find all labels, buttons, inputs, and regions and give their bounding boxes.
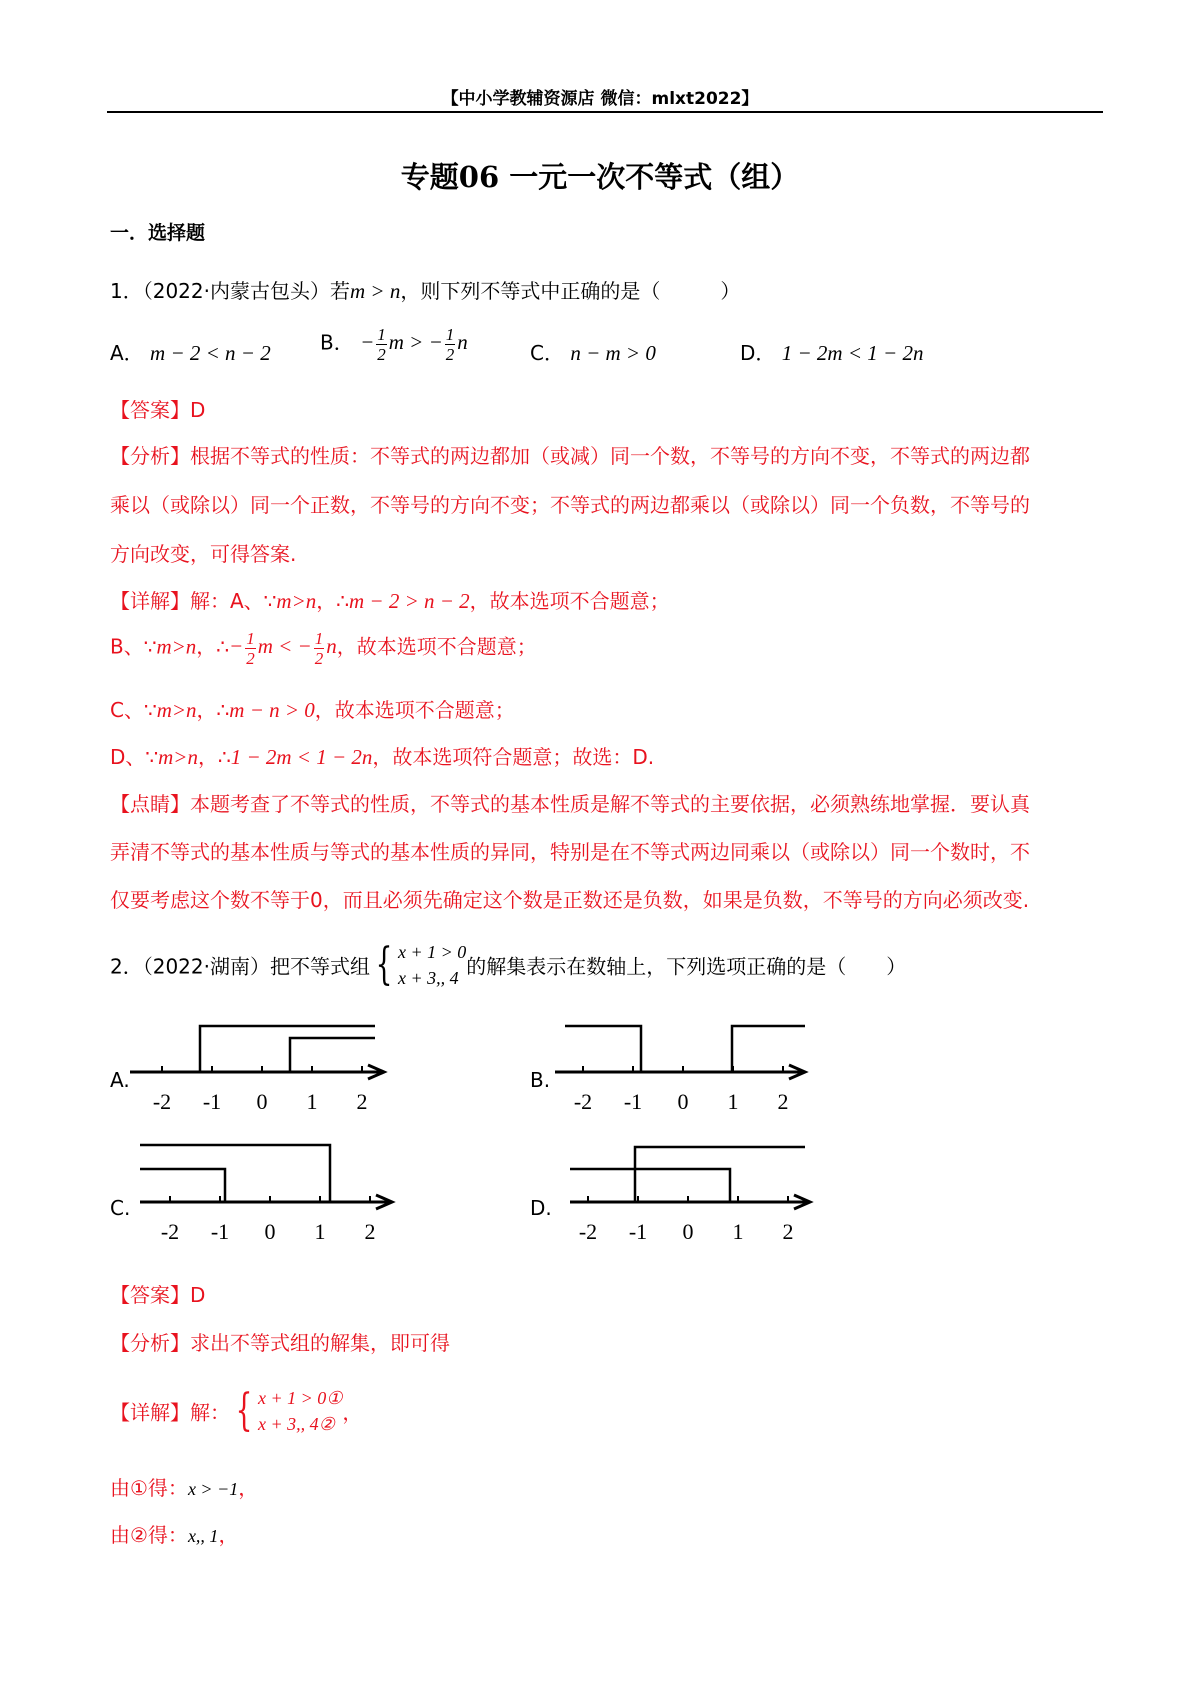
q1-detail-a-mid: ，∴ xyxy=(316,589,349,613)
q2-number-line-d xyxy=(570,1145,830,1249)
q2-detail-row-1: x + 1 > 0① xyxy=(258,1388,343,1408)
q1-option-a xyxy=(110,337,271,366)
q1-detail-c-suffix: ，故本选项不合题意； xyxy=(314,698,515,722)
number-line-svg xyxy=(555,1022,815,1122)
q1-detail-a xyxy=(110,585,670,614)
tick-label: -1 xyxy=(623,1089,643,1114)
q2-stem-prefix: 2．（2022·湖南）把不等式组 xyxy=(110,954,370,979)
q1-option-d xyxy=(740,337,923,366)
q2-stem-suffix: 的解集表示在数轴上，下列选项正确的是（ ） xyxy=(466,954,907,979)
tick-label: -2 xyxy=(578,1219,598,1244)
q1-option-b-label: B． xyxy=(320,330,354,355)
tick-label: 1 xyxy=(732,1219,744,1244)
q1-comment-line-3: 仅要考虑这个数不等于0，而且必须先确定这个数是正数还是负数，如果是负数，不等号的方向必须改变. xyxy=(110,888,1030,912)
q2-step-2 xyxy=(110,1519,238,1548)
page-title: 专题06 一元一次不等式（组） xyxy=(400,160,800,194)
q1-detail-d-math1: m>n xyxy=(158,745,198,769)
solution-range-marker xyxy=(565,1026,641,1072)
solution-range-marker xyxy=(570,1169,730,1202)
q2-sys-row-1: x + 1 > 0 xyxy=(397,942,467,962)
q1-detail-b xyxy=(110,630,537,667)
q1-detail-a-suffix: ，故本选项不合题意； xyxy=(469,589,670,613)
q1-answer: 【答案】D xyxy=(110,398,206,422)
tick-label: -1 xyxy=(628,1219,648,1244)
q1-detail-c-math2: m − n > 0 xyxy=(229,698,315,722)
q2-answer: 【答案】D xyxy=(110,1283,206,1307)
q2-option-d-label: D. xyxy=(530,1196,552,1220)
q2-step-1-math: x > −1 xyxy=(187,1479,239,1499)
q2-step-1-suffix: ， xyxy=(238,1476,259,1500)
q2-detail-row-2: x + 3,, 4② xyxy=(258,1414,335,1434)
q2-step-2-prefix: 由②得： xyxy=(110,1523,188,1547)
number-line-svg xyxy=(140,1145,400,1245)
q2-detail xyxy=(110,1385,362,1437)
q2-inequality-system: { x + 1 > 0 x + 3,, 4 xyxy=(375,939,467,990)
q2-number-line-a xyxy=(130,1022,390,1126)
tick-label: 0 xyxy=(682,1219,694,1244)
q2-number-line-c xyxy=(140,1145,400,1249)
q1-detail-d-prefix: D、∵ xyxy=(110,745,159,769)
solution-range-marker xyxy=(140,1145,330,1202)
q1-option-c xyxy=(530,337,656,366)
q1-option-a-label: A． xyxy=(110,341,144,365)
q1-option-b-expr: − $\frac{1}{2}$ m > − $\frac{1}{2}$ n xyxy=(360,325,468,364)
q2-detail-suffix: ， xyxy=(342,1400,363,1425)
q2-sys-row-2: x + 3,, 4 xyxy=(397,968,459,988)
q2-option-c-label: C. xyxy=(110,1196,131,1220)
q1-stem xyxy=(110,275,740,304)
q2-stem xyxy=(110,939,906,991)
q1-detail-b-math1: m>n xyxy=(156,634,197,659)
q2-step-2-suffix: ， xyxy=(218,1523,239,1547)
tick-label: 0 xyxy=(677,1089,689,1114)
q1-detail-b-suffix: ，故本选项不合题意； xyxy=(336,634,537,659)
number-line-svg xyxy=(570,1145,830,1245)
tick-label: -1 xyxy=(210,1219,230,1244)
q1-detail-b-math2: − $\frac{1}{2}$ m < − $\frac{1}{2}$ n xyxy=(229,629,337,668)
q1-stem-suffix: ，则下列不等式中正确的是（ ） xyxy=(400,279,741,303)
tick-label: 2 xyxy=(356,1089,368,1114)
q1-detail-c-math1: m>n xyxy=(156,698,197,722)
q1-detail-a-math2: m − 2 > n − 2 xyxy=(348,589,470,613)
tick-label: -2 xyxy=(152,1089,172,1114)
q1-detail-b-mid: ，∴ xyxy=(196,634,230,659)
solution-range-marker xyxy=(635,1147,805,1202)
tick-label: 1 xyxy=(314,1219,326,1244)
q1-analysis-line-2: 乘以（或除以）同一个正数，不等号的方向不变；不等式的两边都乘以（或除以）同一个负数，不等号的 xyxy=(110,493,1030,517)
solution-range-marker xyxy=(200,1026,375,1072)
q2-number-line-b xyxy=(555,1022,815,1126)
q1-detail-d xyxy=(110,741,654,770)
tick-label: 2 xyxy=(364,1219,376,1244)
q1-option-b xyxy=(320,326,468,363)
tick-label: 2 xyxy=(782,1219,794,1244)
q2-detail-system: { x + 1 > 0① x + 3,, 4② xyxy=(235,1385,343,1436)
q1-detail-c-mid: ，∴ xyxy=(196,698,230,722)
q1-option-a-expr: m − 2 < n − 2 xyxy=(150,341,271,365)
q1-stem-math: m > n xyxy=(349,279,401,303)
solution-range-marker xyxy=(732,1026,805,1072)
tick-label: -2 xyxy=(573,1089,593,1114)
q1-option-c-label: C． xyxy=(530,341,564,365)
q2-option-b-label: B. xyxy=(530,1068,551,1092)
q1-option-d-label: D． xyxy=(740,341,776,365)
q1-analysis-line-1: 【分析】根据不等式的性质：不等式的两边都加（或减）同一个数，不等号的方向不变，不等式的两边都 xyxy=(110,444,1030,468)
tick-label: -2 xyxy=(160,1219,180,1244)
q1-detail-c-prefix: C、∵ xyxy=(110,698,157,722)
q1-detail-d-mid: ，∴ xyxy=(197,745,231,769)
q2-analysis: 【分析】求出不等式组的解集，即可得 xyxy=(110,1331,450,1355)
tick-label: 0 xyxy=(264,1219,276,1244)
q2-option-a-label: A. xyxy=(110,1068,130,1092)
q1-detail-b-prefix: B、∵ xyxy=(110,634,157,659)
q1-detail-c xyxy=(110,694,515,723)
q1-detail-d-math2: 1 − 2m < 1 − 2n xyxy=(230,745,373,769)
header-rule xyxy=(107,111,1103,113)
tick-label: -1 xyxy=(202,1089,222,1114)
q2-step-2-math: x,, 1 xyxy=(187,1526,219,1546)
page-header: 【中小学教辅资源店 微信：mlxt2022】 xyxy=(441,89,759,109)
q1-comment-line-2: 弄清不等式的基本性质与等式的基本性质的异同，特别是在不等式两边同乘以（或除以）同一个数时，不 xyxy=(110,840,1030,864)
tick-label: 1 xyxy=(727,1089,739,1114)
number-line-svg xyxy=(130,1022,390,1122)
q1-detail-a-math1: m>n xyxy=(276,589,317,613)
tick-label: 1 xyxy=(306,1089,318,1114)
q2-step-1-prefix: 由①得： xyxy=(110,1476,188,1500)
tick-label: 0 xyxy=(256,1089,268,1114)
q1-analysis-line-3: 方向改变，可得答案. xyxy=(110,542,297,566)
q1-detail-a-prefix: 【详解】解：A、∵ xyxy=(110,589,277,613)
solution-range-marker xyxy=(140,1169,225,1202)
q1-option-d-expr: 1 − 2m < 1 − 2n xyxy=(781,341,924,365)
q1-stem-prefix: 1．（2022·内蒙古包头）若 xyxy=(110,279,350,303)
q2-detail-prefix: 【详解】解： xyxy=(110,1400,230,1425)
section-heading: 一．选择题 xyxy=(110,222,206,244)
q2-step-1 xyxy=(110,1472,258,1501)
tick-label: 2 xyxy=(777,1089,789,1114)
q1-comment-line-1: 【点睛】本题考查了不等式的性质，不等式的基本性质是解不等式的主要依据，必须熟练地掌握．要认真 xyxy=(110,792,1030,816)
q1-option-c-expr: n − m > 0 xyxy=(570,341,656,365)
q1-detail-d-suffix: ，故本选项符合题意；故选：D. xyxy=(372,745,655,769)
